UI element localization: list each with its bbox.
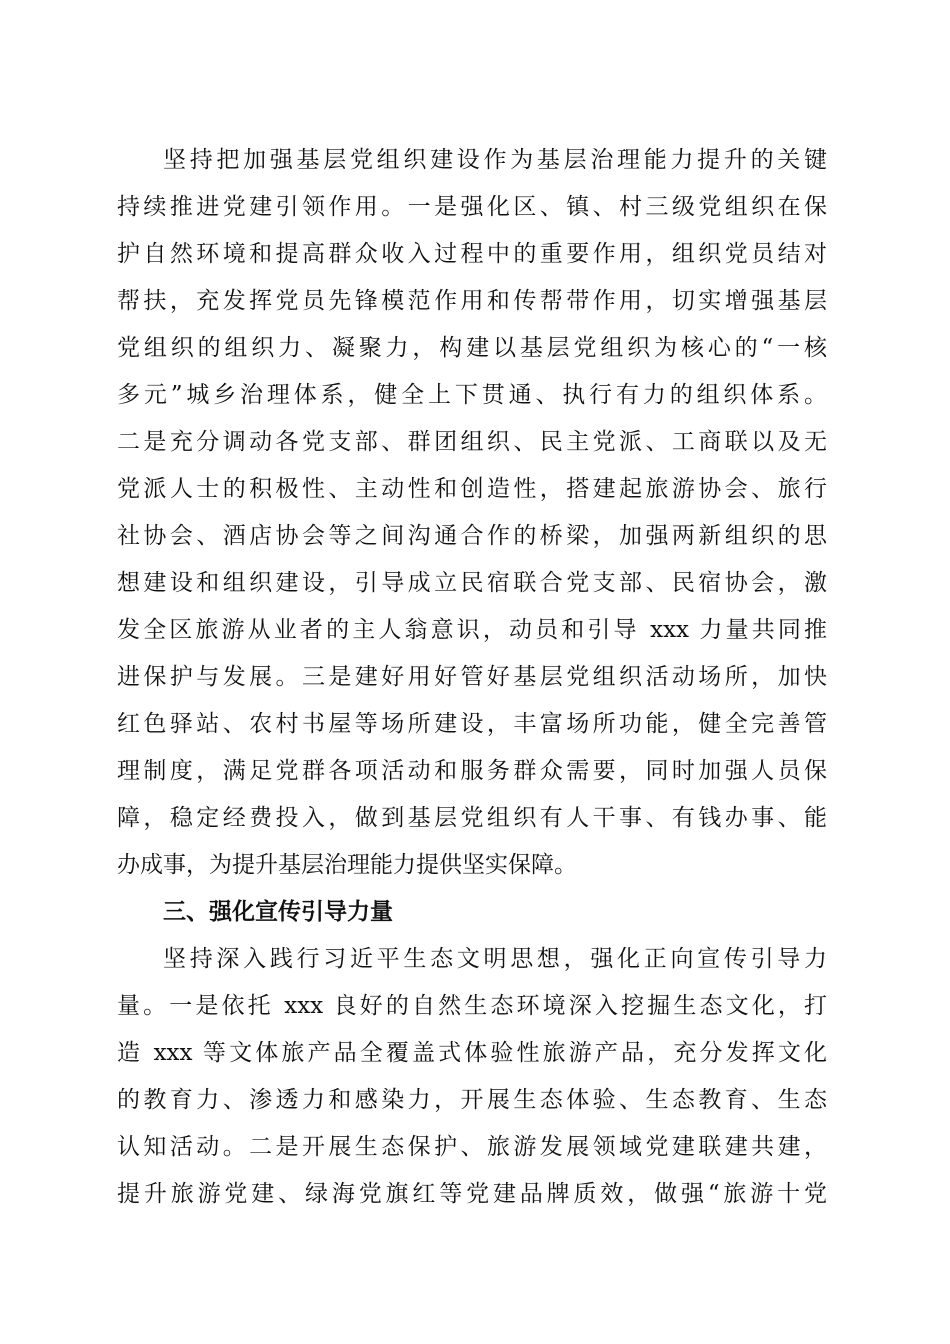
paragraph-1-line-7: 二是充分调动各党支部、群团组织、民主党派、工商联以及无 [117, 429, 827, 455]
paragraph-2-line-6: 提升旅游党建、绿海党旗红等党建品牌质效，做强“旅游十党 [117, 1181, 827, 1207]
paragraph-2-line-2: 量。一是依托 xxx 良好的自然生态环境深入挖掘生态文化，打 [117, 993, 827, 1019]
paragraph-2-line-1: 坚持深入践行习近平生态文明思想，强化正向宣传引导力 [163, 946, 827, 972]
paragraph-1-line-12: 进保护与发展。三是建好用好管好基层党组织活动场所，加快 [117, 664, 827, 690]
paragraph-2-line-3: 造 xxx 等文体旅产品全覆盖式体验性旅游产品，充分发挥文化 [117, 1040, 827, 1066]
paragraph-2-line-4: 的教育力、渗透力和感染力，开展生态体验、生态教育、生态 [117, 1087, 827, 1113]
paragraph-1-line-15: 障，稳定经费投入，做到基层党组织有人干事、有钱办事、能 [117, 805, 827, 831]
paragraph-1-line-8: 党派人士的积极性、主动性和创造性，搭建起旅游协会、旅行 [117, 476, 827, 502]
paragraph-1-line-4: 帮扶，充发挥党员先锋模范作用和传帮带作用，切实增强基层 [117, 288, 827, 314]
paragraph-1-line-2: 持续推进党建引领作用。一是强化区、镇、村三级党组织在保 [117, 194, 827, 220]
paragraph-1-line-3: 护自然环境和提高群众收入过程中的重要作用，组织党员结对 [117, 241, 827, 267]
paragraph-1-line-11: 发全区旅游从业者的主人翁意识，动员和引导 xxx 力量共同推 [117, 617, 827, 643]
paragraph-1-line-14: 理制度，满足党群各项活动和服务群众需要，同时加强人员保 [117, 758, 827, 784]
paragraph-1-line-9: 社协会、酒店协会等之间沟通合作的桥梁，加强两新组织的思 [117, 523, 827, 549]
paragraph-1-line-6: 多元”城乡治理体系，健全上下贯通、执行有力的组织体系。 [117, 382, 827, 408]
paragraph-1-line-5: 党组织的组织力、凝聚力，构建以基层党组织为核心的“一核 [117, 335, 827, 361]
paragraph-1-line-16: 办成事，为提升基层治理能力提供坚实保障。 [117, 852, 577, 878]
paragraph-1-line-1: 坚持把加强基层党组织建设作为基层治理能力提升的关键 [163, 147, 827, 173]
paragraph-1-line-13: 红色驿站、农村书屋等场所建设，丰富场所功能，健全完善管 [117, 711, 827, 737]
paragraph-1-line-10: 想建设和组织建设，引导成立民宿联合党支部、民宿协会，激 [117, 570, 827, 596]
section-heading: 三、强化宣传引导力量 [163, 899, 393, 925]
paragraph-2-line-5: 认知活动。二是开展生态保护、旅游发展领域党建联建共建， [117, 1134, 827, 1160]
